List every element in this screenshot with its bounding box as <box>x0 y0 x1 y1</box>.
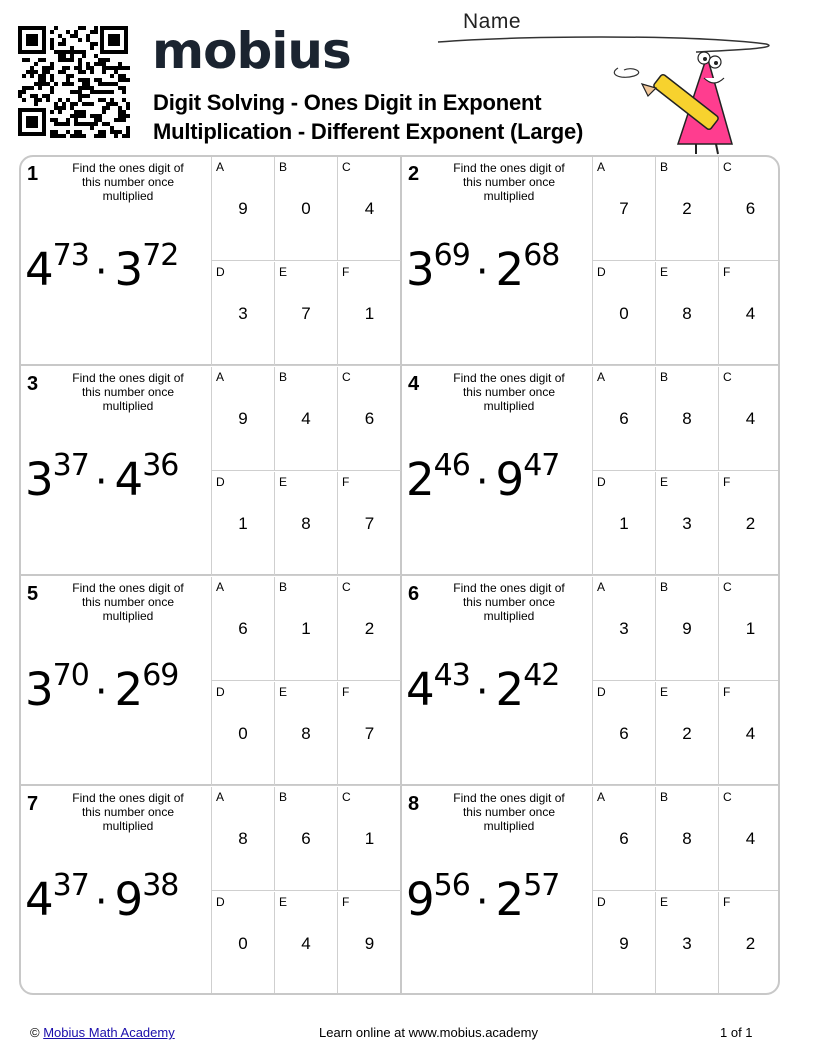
choice-letter: B <box>279 370 288 384</box>
problem-instruction: Find the ones digit of this number once multiplied <box>72 371 184 413</box>
answer-choice[interactable] <box>275 472 338 576</box>
exponent-expression <box>25 868 179 926</box>
problem-card <box>402 367 780 576</box>
choice-value: 9 <box>238 409 248 428</box>
answer-choice[interactable] <box>275 157 338 261</box>
answer-choice[interactable] <box>212 682 275 786</box>
base-1: 4 <box>25 873 53 926</box>
answer-choice[interactable] <box>338 367 401 471</box>
choice-letter: C <box>342 790 351 804</box>
exponent-2: 38 <box>142 868 179 903</box>
choice-value: 4 <box>745 724 756 743</box>
choice-letter: A <box>597 580 606 594</box>
choice-letter: E <box>279 685 288 699</box>
choice-letter: F <box>723 265 731 279</box>
choice-value: 8 <box>301 514 311 533</box>
exponent-expression <box>406 868 560 926</box>
problem-card <box>21 157 400 366</box>
choice-value: 6 <box>238 619 248 638</box>
choice-letter: D <box>216 475 225 489</box>
choice-letter: C <box>342 580 351 594</box>
choice-value: 1 <box>364 829 375 848</box>
choice-value: 3 <box>619 619 629 638</box>
choice-value: 6 <box>301 829 311 848</box>
choice-value: 8 <box>682 829 692 848</box>
choice-letter: E <box>279 475 288 489</box>
choice-value: 0 <box>301 199 311 218</box>
multiply-dot: · <box>475 669 488 715</box>
answer-choice[interactable] <box>212 367 275 471</box>
answer-choice[interactable] <box>212 472 275 576</box>
choice-value: 3 <box>682 514 692 533</box>
problem-card <box>21 367 400 576</box>
choice-letter: E <box>660 475 669 489</box>
svg-text:mobius: mobius <box>152 24 351 76</box>
multiply-dot: · <box>94 879 107 925</box>
problem-number: 2 <box>408 163 420 185</box>
choice-value: 1 <box>301 619 311 638</box>
choice-value: 8 <box>301 724 311 743</box>
answer-choice[interactable] <box>656 157 719 261</box>
base-2: 3 <box>114 243 143 296</box>
choice-letter: B <box>660 370 669 384</box>
multiply-dot: · <box>475 459 488 505</box>
choice-value: 9 <box>364 934 375 953</box>
choice-value: 1 <box>745 619 756 638</box>
choice-value: 7 <box>301 304 311 323</box>
base-2: 2 <box>114 663 143 716</box>
choice-letter: D <box>597 475 606 489</box>
choice-value: 3 <box>238 304 248 323</box>
choice-value: 2 <box>682 724 692 743</box>
problem-number: 4 <box>408 373 420 395</box>
exponent-1: 37 <box>52 448 89 483</box>
answer-choice[interactable] <box>338 577 401 681</box>
multiply-dot: · <box>475 879 488 925</box>
problem-instruction: Find the ones digit of this number once multiplied <box>72 791 184 833</box>
answer-choice[interactable] <box>593 787 656 891</box>
choice-value: 4 <box>745 409 756 428</box>
base-2: 2 <box>495 663 524 716</box>
choice-letter: D <box>597 895 606 909</box>
answer-choices <box>211 157 400 366</box>
exponent-1: 70 <box>52 658 89 693</box>
problem-number: 1 <box>27 163 39 185</box>
choice-value: 7 <box>619 199 629 218</box>
answer-choice[interactable] <box>593 472 656 576</box>
problem-card <box>402 787 780 995</box>
problem-number: 7 <box>27 793 39 815</box>
choice-letter: C <box>723 370 732 384</box>
exponent-2: 69 <box>142 658 179 693</box>
choice-value: 6 <box>745 199 756 218</box>
problem-number: 6 <box>408 583 420 605</box>
answer-choice[interactable] <box>656 472 719 576</box>
choice-value: 0 <box>238 724 248 743</box>
answer-choice[interactable] <box>275 262 338 366</box>
choice-letter: D <box>216 685 225 699</box>
answer-choice[interactable] <box>338 472 401 576</box>
choice-letter: D <box>597 265 606 279</box>
answer-choices <box>592 577 780 786</box>
answer-choice[interactable] <box>719 157 780 261</box>
choice-letter: F <box>723 475 731 489</box>
problem-instruction: Find the ones digit of this number once multiplied <box>453 791 565 833</box>
choice-value: 9 <box>682 619 692 638</box>
answer-choice[interactable] <box>338 682 401 786</box>
answer-choice[interactable] <box>338 892 401 995</box>
answer-choice[interactable] <box>338 787 401 891</box>
answer-choice[interactable] <box>719 577 780 681</box>
choice-letter: C <box>723 790 732 804</box>
choice-value: 0 <box>619 304 629 323</box>
choice-letter: A <box>597 160 606 174</box>
answer-choice[interactable] <box>593 262 656 366</box>
choice-value: 1 <box>238 514 248 533</box>
base-1: 9 <box>406 873 434 926</box>
problem-number: 5 <box>27 583 39 605</box>
multiply-dot: · <box>475 249 488 295</box>
choice-value: 8 <box>682 409 692 428</box>
answer-choice[interactable] <box>593 157 656 261</box>
problem-instruction: Find the ones digit of this number once multiplied <box>453 371 565 413</box>
exponent-2: 42 <box>523 658 560 693</box>
problem-number: 8 <box>408 793 420 815</box>
answer-choice[interactable] <box>656 367 719 471</box>
problem-card <box>402 157 780 366</box>
answer-choice[interactable] <box>275 892 338 995</box>
copyright-symbol: © <box>30 1025 40 1040</box>
choice-value: 9 <box>619 934 629 953</box>
choice-letter: A <box>216 370 225 384</box>
choice-value: 8 <box>238 829 248 848</box>
answer-choice[interactable] <box>656 892 719 995</box>
base-1: 3 <box>25 453 53 506</box>
answer-choice[interactable] <box>338 157 401 261</box>
choice-letter: D <box>216 265 225 279</box>
mobius-academy-link[interactable]: Mobius Math Academy <box>43 1025 175 1040</box>
choice-value: 9 <box>238 199 248 218</box>
answer-choice[interactable] <box>719 787 780 891</box>
exponent-1: 37 <box>52 868 89 903</box>
answer-choice[interactable] <box>275 367 338 471</box>
problem-instruction: Find the ones digit of this number once multiplied <box>72 581 184 623</box>
choice-value: 4 <box>364 199 375 218</box>
choice-letter: F <box>723 895 731 909</box>
answer-choice[interactable] <box>275 577 338 681</box>
mobius-logo <box>152 24 357 76</box>
choice-value: 2 <box>745 514 756 533</box>
choice-letter: D <box>216 895 225 909</box>
answer-choice[interactable] <box>212 577 275 681</box>
answer-choice[interactable] <box>719 262 780 366</box>
answer-choice[interactable] <box>593 367 656 471</box>
base-1: 4 <box>25 243 53 296</box>
exponent-2: 68 <box>523 238 560 273</box>
exponent-expression <box>25 658 179 716</box>
choice-letter: A <box>597 370 606 384</box>
answer-choices <box>211 577 400 786</box>
exponent-2: 72 <box>142 238 179 273</box>
choice-letter: E <box>279 895 288 909</box>
problem-instruction: Find the ones digit of this number once multiplied <box>72 161 184 203</box>
choice-value: 6 <box>619 409 629 428</box>
choice-letter: B <box>279 790 288 804</box>
multiply-dot: · <box>94 459 107 505</box>
base-1: 3 <box>406 243 434 296</box>
answer-choice[interactable] <box>656 262 719 366</box>
answer-choices <box>592 157 780 366</box>
base-2: 9 <box>114 873 143 926</box>
footer-center-text: Learn online at www.mobius.academy <box>319 1025 538 1040</box>
exponent-1: 46 <box>433 448 470 483</box>
answer-choice[interactable] <box>656 787 719 891</box>
answer-choice[interactable] <box>593 577 656 681</box>
choice-letter: B <box>660 580 669 594</box>
exponent-1: 73 <box>52 238 89 273</box>
choice-letter: A <box>216 160 225 174</box>
answer-choice[interactable] <box>719 892 780 995</box>
answer-choice[interactable] <box>719 472 780 576</box>
problem-number: 3 <box>27 373 39 395</box>
choice-value: 6 <box>619 724 629 743</box>
choice-value: 2 <box>364 619 375 638</box>
problem-instruction: Find the ones digit of this number once multiplied <box>453 581 565 623</box>
answer-choices <box>592 787 780 995</box>
exponent-1: 43 <box>433 658 470 693</box>
choice-letter: E <box>279 265 288 279</box>
choice-value: 4 <box>301 934 311 953</box>
choice-letter: A <box>216 790 225 804</box>
choice-value: 7 <box>364 514 375 533</box>
problem-instruction: Find the ones digit of this number once multiplied <box>453 161 565 203</box>
choice-letter: E <box>660 685 669 699</box>
choice-value: 4 <box>745 304 756 323</box>
answer-choice[interactable] <box>212 787 275 891</box>
choice-letter: C <box>342 160 351 174</box>
multiply-dot: · <box>94 249 107 295</box>
base-1: 4 <box>406 663 434 716</box>
answer-choices <box>211 367 400 576</box>
worksheet-title: Digit Solving - Ones Digit in Exponent Multiplication - Different Exponent (Large) <box>153 90 584 144</box>
exponent-expression <box>25 238 179 296</box>
choice-letter: D <box>597 685 606 699</box>
choice-value: 2 <box>745 934 756 953</box>
answer-choice[interactable] <box>656 682 719 786</box>
problems-grid <box>19 155 780 995</box>
name-label: Name <box>463 10 522 33</box>
problem-card <box>21 787 400 995</box>
choice-letter: B <box>660 160 669 174</box>
choice-letter: F <box>723 685 731 699</box>
exponent-2: 57 <box>523 868 560 903</box>
choice-value: 4 <box>745 829 756 848</box>
choice-letter: B <box>660 790 669 804</box>
multiply-dot: · <box>94 669 107 715</box>
choice-value: 1 <box>619 514 629 533</box>
base-2: 9 <box>495 453 524 506</box>
exponent-1: 69 <box>433 238 470 273</box>
choice-letter: F <box>342 895 350 909</box>
footer-copyright <box>30 1025 175 1040</box>
page-number: 1 of 1 <box>720 1025 753 1040</box>
exponent-1: 56 <box>433 868 470 903</box>
choice-letter: E <box>660 895 669 909</box>
choice-value: 6 <box>619 829 629 848</box>
mascot-illustration <box>612 44 737 156</box>
problem-card <box>402 577 780 786</box>
base-2: 2 <box>495 243 524 296</box>
choice-letter: A <box>597 790 606 804</box>
choice-letter: F <box>342 685 350 699</box>
answer-choice[interactable] <box>719 682 780 786</box>
choice-letter: F <box>342 265 350 279</box>
qr-code <box>16 24 130 138</box>
exponent-expression <box>406 448 560 506</box>
choice-letter: E <box>660 265 669 279</box>
choice-letter: A <box>216 580 225 594</box>
choice-letter: F <box>342 475 350 489</box>
answer-choice[interactable] <box>593 892 656 995</box>
answer-choice[interactable] <box>212 157 275 261</box>
answer-choices <box>592 367 780 576</box>
exponent-2: 36 <box>142 448 179 483</box>
problem-card <box>21 577 400 786</box>
base-1: 2 <box>406 453 434 506</box>
base-2: 4 <box>114 453 143 506</box>
answer-choice[interactable] <box>656 577 719 681</box>
answer-choice[interactable] <box>275 787 338 891</box>
exponent-expression <box>25 448 179 506</box>
choice-value: 0 <box>238 934 248 953</box>
choice-value: 1 <box>364 304 375 323</box>
base-2: 2 <box>495 873 524 926</box>
choice-value: 3 <box>682 934 692 953</box>
answer-choice[interactable] <box>338 262 401 366</box>
answer-choice[interactable] <box>275 682 338 786</box>
choice-letter: B <box>279 580 288 594</box>
choice-value: 2 <box>682 199 692 218</box>
choice-value: 4 <box>301 409 311 428</box>
exponent-expression <box>406 658 560 716</box>
answer-choice[interactable] <box>212 262 275 366</box>
choice-value: 7 <box>364 724 375 743</box>
choice-letter: C <box>723 160 732 174</box>
answer-choices <box>211 787 400 995</box>
answer-choice[interactable] <box>212 892 275 995</box>
choice-letter: B <box>279 160 288 174</box>
answer-choice[interactable] <box>593 682 656 786</box>
answer-choice[interactable] <box>719 367 780 471</box>
choice-value: 6 <box>364 409 375 428</box>
choice-letter: C <box>723 580 732 594</box>
exponent-2: 47 <box>523 448 560 483</box>
choice-value: 8 <box>682 304 692 323</box>
choice-letter: C <box>342 370 351 384</box>
exponent-expression <box>406 238 560 296</box>
base-1: 3 <box>25 663 53 716</box>
